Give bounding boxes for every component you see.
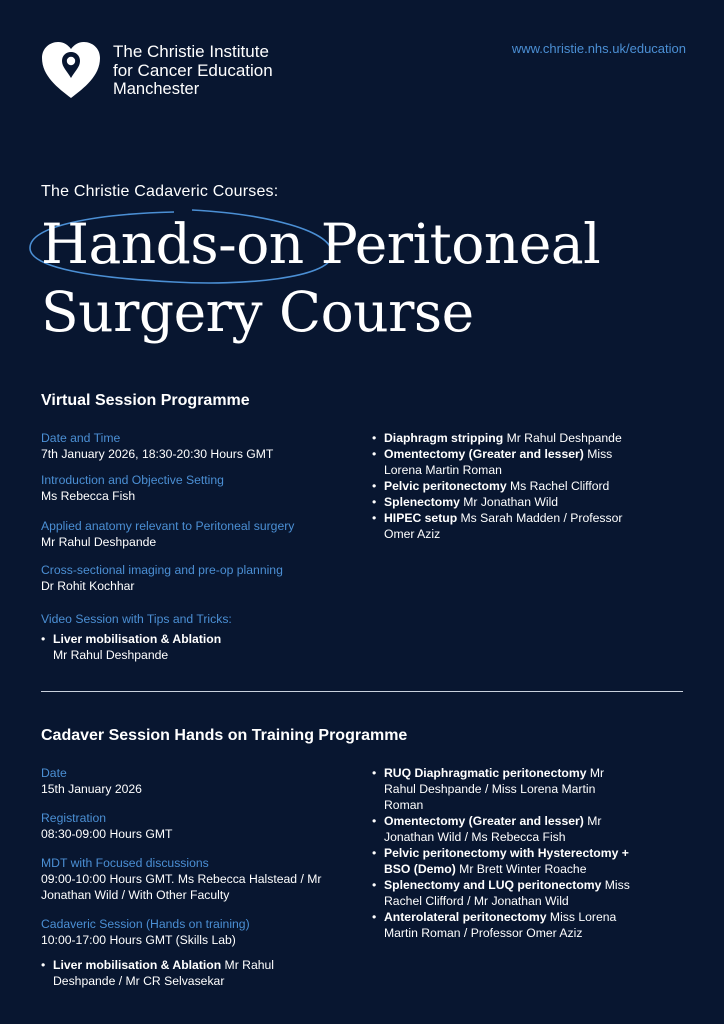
list-item: [372, 430, 632, 446]
course-series-subtitle: The Christie Cadaveric Courses:: [41, 183, 279, 200]
list-item: [372, 494, 632, 510]
section-divider: [41, 691, 683, 692]
speaker: Mr Jonathan Wild / Ms Rebecca Fish: [384, 814, 602, 844]
topic: Liver mobilisation & Ablation: [53, 958, 222, 972]
list-item: [372, 813, 634, 845]
speaker: Miss Lorena Martin Roman: [384, 447, 613, 477]
course-title-line2: Surgery Course: [41, 280, 474, 344]
cadaver-date-block: [41, 765, 341, 797]
cadaver-session-heading: Cadaver Session Hands on Training Programme: [41, 727, 408, 744]
block-value: 7th January 2026, 18:30-20:30 Hours GMT: [41, 447, 274, 461]
list-item: [372, 877, 634, 909]
list-item: [372, 909, 634, 941]
cadaver-session-block: [41, 916, 341, 948]
virtual-anatomy-block: [41, 518, 341, 550]
virtual-left-column: [41, 430, 341, 663]
cadaver-right-bullets: [372, 765, 634, 941]
block-value: Dr Rohit Kochhar: [41, 579, 135, 593]
block-label: Applied anatomy relevant to Peritoneal surgery: [41, 519, 295, 533]
list-item: [372, 446, 632, 478]
block-label: Cadaveric Session (Hands on training): [41, 917, 250, 931]
topic: Omentectomy (Greater and lesser): [384, 447, 584, 461]
virtual-session-heading: Virtual Session Programme: [41, 392, 250, 409]
block-value: Ms Rebecca Fish: [41, 489, 136, 503]
speaker: Miss Rachel Clifford / Mr Jonathan Wild: [384, 878, 630, 908]
block-label: Registration: [41, 811, 107, 825]
topic: Diaphragm stripping: [384, 431, 504, 445]
topic: Anterolateral peritonectomy: [384, 910, 547, 924]
block-label: Introduction and Objective Setting: [41, 473, 224, 487]
org-line3: Manchester: [113, 80, 200, 98]
block-label: Date and Time: [41, 431, 121, 445]
speaker: Mr Rahul Deshpande / Miss Lorena Martin Roman: [384, 766, 605, 812]
list-item: [372, 845, 634, 877]
speaker: Mr Rahul Deshpande / Mr CR Selvasekar: [53, 958, 274, 988]
list-item: [372, 765, 634, 813]
cadaver-registration-block: [41, 810, 341, 842]
speaker: Mr Rahul Deshpande: [53, 648, 169, 662]
topic: Liver mobilisation & Ablation: [53, 632, 222, 646]
list-item: [41, 957, 296, 989]
block-value: 08:30-09:00 Hours GMT: [41, 827, 173, 841]
speaker: Mr Jonathan Wild: [459, 495, 559, 509]
topic: Splenectomy and LUQ peritonectomy: [384, 878, 602, 892]
virtual-left-bullets: [41, 631, 341, 663]
speaker: Ms Rachel Clifford: [506, 479, 610, 493]
list-item: [41, 631, 341, 663]
block-label: MDT with Focused discussions: [41, 856, 209, 870]
virtual-imaging-block: [41, 562, 341, 594]
list-item: [372, 510, 632, 542]
block-label: Cross-sectional imaging and pre-op planning: [41, 563, 283, 577]
block-value: 15th January 2026: [41, 782, 142, 796]
topic: Pelvic peritonectomy: [384, 479, 507, 493]
virtual-right-column: [372, 430, 632, 542]
block-value: Mr Rahul Deshpande: [41, 535, 157, 549]
virtual-right-bullets: [372, 430, 632, 542]
topic: HIPEC setup: [384, 511, 458, 525]
list-item: [372, 478, 632, 494]
video-session-label: Video Session with Tips and Tricks:: [41, 612, 232, 626]
course-title-line1: Hands-on Peritoneal: [41, 212, 601, 276]
speaker: Miss Lorena Martin Roman / Professor Omer Aziz: [384, 910, 617, 940]
organisation-name: [113, 42, 273, 99]
block-value: 10:00-17:00 Hours GMT (Skills Lab): [41, 933, 236, 947]
website-link[interactable]: www.christie.nhs.uk/education: [511, 41, 686, 56]
topic: RUQ Diaphragmatic peritonectomy: [384, 766, 587, 780]
virtual-intro-block: [41, 472, 341, 504]
org-line1: The Christie Institute: [113, 42, 269, 61]
cadaver-left-column: [41, 765, 341, 989]
topic: Splenectomy: [384, 495, 460, 509]
christie-heart-logo: [40, 40, 102, 100]
course-title: [41, 210, 600, 346]
virtual-date-block: [41, 430, 341, 462]
cadaver-mdt-block: [41, 855, 326, 903]
block-label: Date: [41, 766, 67, 780]
speaker: Mr Brett Winter Roache: [455, 862, 587, 876]
org-line2: for Cancer Education: [113, 61, 273, 80]
speaker: Ms Sarah Madden / Professor Omer Aziz: [384, 511, 623, 541]
topic: Pelvic peritonectomy with Hysterectomy + BSO (Demo): [384, 846, 629, 876]
speaker: Mr Rahul Deshpande: [503, 431, 622, 445]
block-value: 09:00-10:00 Hours GMT. Ms Rebecca Halstead / Mr Jonathan Wild / With Other Faculty: [41, 872, 322, 902]
cadaver-left-bullets: [41, 957, 296, 989]
topic: Omentectomy (Greater and lesser): [384, 814, 584, 828]
cadaver-right-column: [372, 765, 634, 941]
